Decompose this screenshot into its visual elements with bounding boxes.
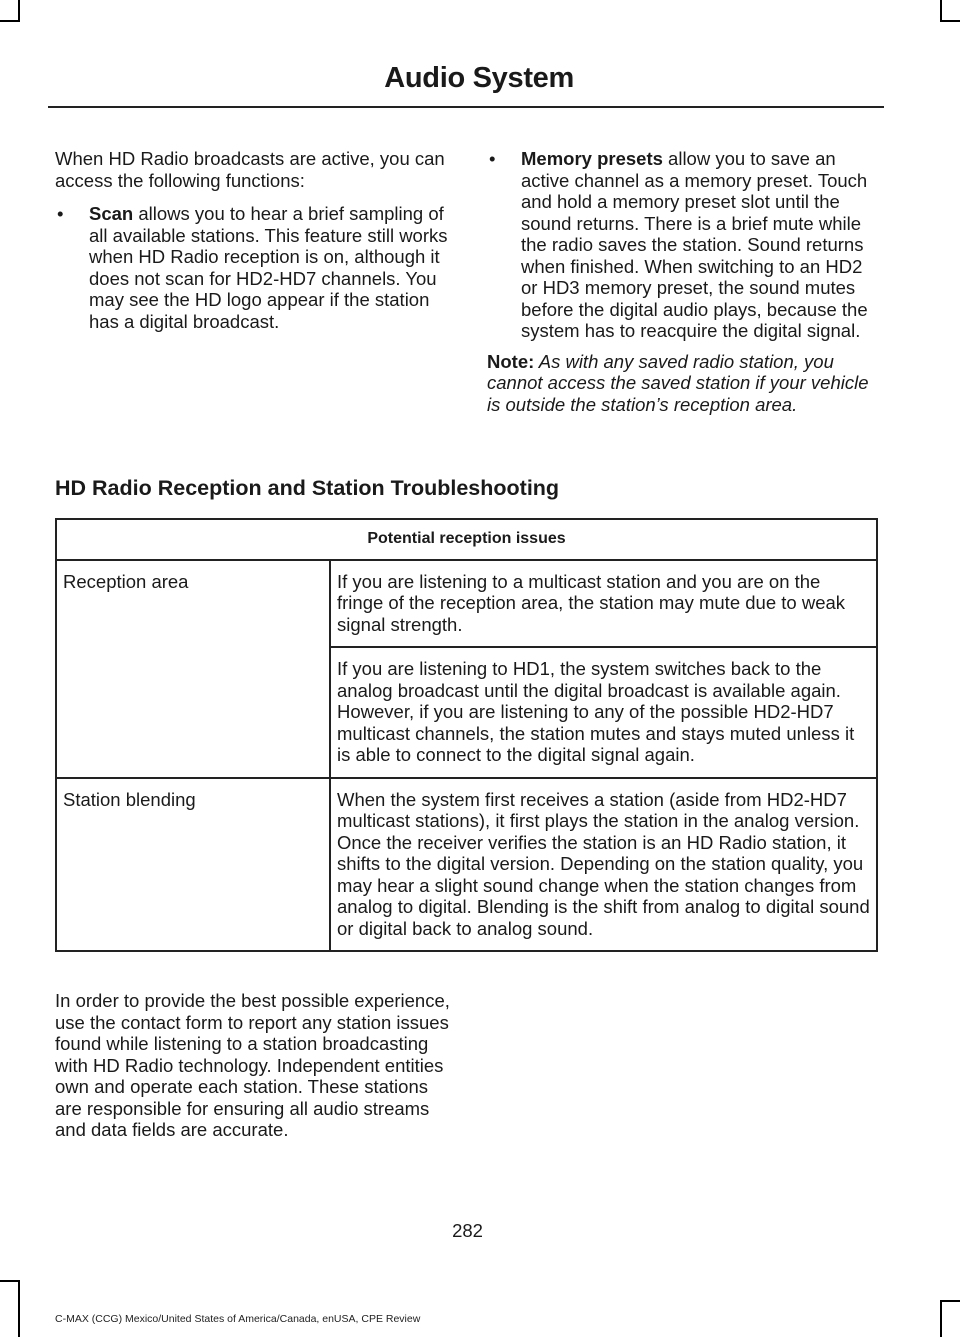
contact-paragraph: In order to provide the best possible experience, use the contact form to report any station issues found while listening to a station broadcasting with HD Radio technology. Independent entities own and operate each station. These stations are responsible for ensuring all audio streams and data fields are accurate. <box>55 990 450 1140</box>
reception-issues-table <box>55 518 878 952</box>
function-list-left <box>55 203 450 332</box>
list-item-scan <box>55 203 450 332</box>
table-category-cell: Reception area <box>56 560 330 648</box>
crop-mark-bottom-left-h <box>0 1280 20 1282</box>
table-category-cell: Station blending <box>56 778 330 952</box>
table-description-cell: When the system first receives a station (aside from HD2-HD7 multicast stations), it first plays the station in the analog version. Once the receiver verifies the station is an HD Radio station, it shifts to the digital version. Depending on the station quality, you may hear a slight sound change when the station changes from analog to digital. Blending is the shift from analog to digital sound or digital back to analog sound. <box>330 778 877 952</box>
crop-mark-top-right-v <box>940 0 942 22</box>
crop-mark-top-right-h <box>940 20 960 22</box>
note-paragraph <box>487 351 880 416</box>
table-category-cell-continued <box>56 647 330 778</box>
crop-mark-bottom-right-h <box>940 1300 960 1302</box>
table-row <box>56 560 877 648</box>
right-column <box>487 148 880 415</box>
page-number: 282 <box>452 1220 483 1241</box>
crop-mark-bottom-right-v <box>940 1300 942 1337</box>
header-rule <box>48 106 884 108</box>
function-list-right <box>487 148 880 342</box>
crop-mark-bottom-left-v <box>18 1280 20 1337</box>
section-heading: HD Radio Reception and Station Troubleshooting <box>55 476 560 500</box>
desc-memory-presets: allow you to save an active channel as a memory preset. Touch and hold a memory preset slot until the sound returns. There is a brief mute while the radio saves the station. Sound returns when finished. When switching to an HD2 or HD3 memory preset, the sound mutes before the digital audio plays, because the system has to reacquire the digital signal. <box>521 148 868 341</box>
table-row <box>56 647 877 778</box>
term-scan: Scan <box>89 203 134 224</box>
note-label: Note: <box>487 350 535 372</box>
term-memory-presets: Memory presets <box>521 148 663 169</box>
desc-scan: allows you to hear a brief sampling of all available stations. This feature still works when HD Radio reception is on, although it does not scan for HD2-HD7 channels. You may see the HD logo appear if the station has a digital broadcast. <box>89 203 448 332</box>
footer-document-info: C-MAX (CCG) Mexico/United States of America/Canada, enUSA, CPE Review <box>55 1313 421 1325</box>
table-description-cell: If you are listening to HD1, the system switches back to the analog broadcast until the digital broadcast is available again. However, if you are listening to any of the possible HD2-HD7 multicast channels, the station mutes and stays muted unless it is able to connect to the digital signal again. <box>330 647 877 778</box>
table-description-cell: If you are listening to a multicast station and you are on the fringe of the reception area, the station may mute due to weak signal strength. <box>330 560 877 648</box>
list-item-memory-presets <box>487 148 880 342</box>
page-header-title: Audio System <box>384 62 574 94</box>
crop-mark-top-left-h <box>0 20 20 22</box>
note-text: As with any saved radio station, you cannot access the saved station if your vehicle is outside the station’s reception area. <box>487 350 869 415</box>
crop-mark-top-left-v <box>18 0 20 22</box>
table-row <box>56 778 877 952</box>
table-caption: Potential reception issues <box>56 519 877 560</box>
intro-paragraph: When HD Radio broadcasts are active, you can access the following functions: <box>55 148 445 191</box>
table-header-row <box>56 519 877 560</box>
left-column <box>55 148 450 332</box>
